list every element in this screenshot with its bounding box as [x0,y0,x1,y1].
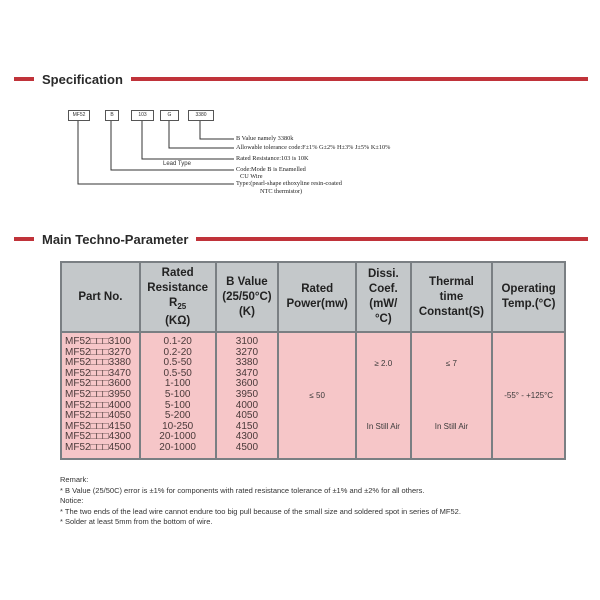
resistance-column [140,332,216,459]
thermal-condition: In Still Air [434,422,469,432]
header-rated-power: Rated Power(mw) [278,262,356,332]
callout-bvalue: B Value namely 3380k [236,135,294,142]
code-box-lead: B [105,110,119,121]
heading-rule [196,237,588,241]
resistance-cell: 0.5-50 [163,367,192,379]
code-box-series: MF52 [68,110,90,121]
b-value-cell: 3270 [235,346,259,358]
notice-text: * Solder at least 5mm from the bottom of wire. [60,517,213,526]
resistance-cell: 5-200 [164,410,191,422]
b-value-cell: 4150 [235,420,259,432]
notice-text: * The two ends of the lead wire cannot endure too big pull because of the small size and soldered spot in series of MF52. [60,506,461,516]
callout-resistance: Rated Resistance:103 is 10K [236,155,309,162]
code-box-tolerance: G [160,110,179,121]
thermal-time-cell [411,332,493,459]
dissi-coef-cell [356,332,411,459]
resistance-cell: 20-1000 [159,441,196,453]
remark-label: Remark: [60,475,89,484]
b-value-cell: 3100 [235,336,259,347]
heading-accent-bar [14,237,34,241]
resistance-cell: 5-100 [164,399,191,411]
resistance-cell: 1-100 [164,378,191,390]
resistance-cell: 20-1000 [159,431,196,443]
specification-title: Specification [42,71,123,87]
header-rated-resistance: Rated Resistance $R_{25}$ (KΩ) [140,262,216,332]
part-no-cell: MF52□□□3600 [65,378,131,390]
part-no-cell: MF52□□□4000 [65,399,131,411]
b-value-cell: 3600 [235,378,259,390]
header-part-no: Part No. [61,262,140,332]
remark-text: * B Value (25/50C) error is ±1% for components with rated resistance tolerance of ±1% and ±2% for all others. [60,485,425,495]
part-no-cell: MF52□□□4500 [65,441,131,453]
part-no-cell: MF52□□□3470 [65,367,131,379]
callout-code: Code:Mode B is Enamelled [236,166,306,173]
notice-label: Notice: [60,496,84,505]
b-value-cell: 4000 [235,399,259,411]
connector-tolerance [169,120,234,148]
header-dissi-coef: Dissi. Coef. (mW/ °C) [356,262,411,332]
callout-code-cont: CU Wire [240,173,263,180]
table-body-row [61,332,565,459]
part-no-cell: MF52□□□3380 [65,357,131,369]
rated-power-cell: ≤ 50 [278,332,356,459]
thermal-time-value: ≤ 7 [445,359,457,369]
b-value-cell: 3380 [235,357,259,369]
b-value-cell: 3470 [235,367,259,379]
part-code-diagram [0,0,600,220]
header-b-value: B Value (25/50°C) (K) [216,262,279,332]
header-operating-temp: Operating Temp.(°C) [492,262,565,332]
resistance-cell: 0.1-20 [163,336,192,347]
b-value-cell: 3950 [235,388,259,400]
dissi-condition: In Still Air [366,422,400,432]
table-header-row [61,262,565,332]
parameter-title: Main Techno-Parameter [42,231,189,247]
part-no-cell: MF52□□□4300 [65,431,131,443]
part-no-cell: MF52□□□4050 [65,410,131,422]
resistance-cell: 10-250 [162,420,194,432]
connector-type [78,120,234,184]
lead-type-label: Lead Type [163,161,191,167]
part-no-cell: MF52□□□3100 [65,336,131,347]
remarks-block [60,475,461,528]
code-box-bvalue: 3380 [188,110,214,121]
header-thermal-time: Thermal time Constant(S) [411,262,493,332]
b-value-cell: 4050 [235,410,259,422]
b-value-column [216,332,279,459]
operating-temp-cell: -55° - +125°C [492,332,565,459]
connector-bvalue [200,120,234,139]
part-no-cell: MF52□□□4150 [65,420,131,432]
callout-type: Type:(pearl-shape ethoxyline resin-coated [236,180,342,187]
part-no-cell: MF52□□□3950 [65,388,131,400]
part-no-column [61,332,140,459]
callout-tolerance: Allowable tolerance code:F±1% G±2% H±3% J±5% K±10% [236,144,391,151]
resistance-cell: 5-100 [164,388,191,400]
dissi-coef-value: ≥ 2.0 [374,359,393,369]
resistance-cell: 0.5-50 [163,357,192,369]
b-value-cell: 4500 [235,441,259,453]
parameter-heading [14,232,588,246]
code-box-resistance: 103 [131,110,154,121]
b-value-cell: 4300 [235,431,259,443]
diagram-connector-lines [0,0,600,220]
part-no-cell: MF52□□□3270 [65,346,131,358]
parameter-table [60,261,566,460]
callout-type-cont: NTC thermistor) [260,188,303,195]
resistance-cell: 0.2-20 [163,346,192,358]
